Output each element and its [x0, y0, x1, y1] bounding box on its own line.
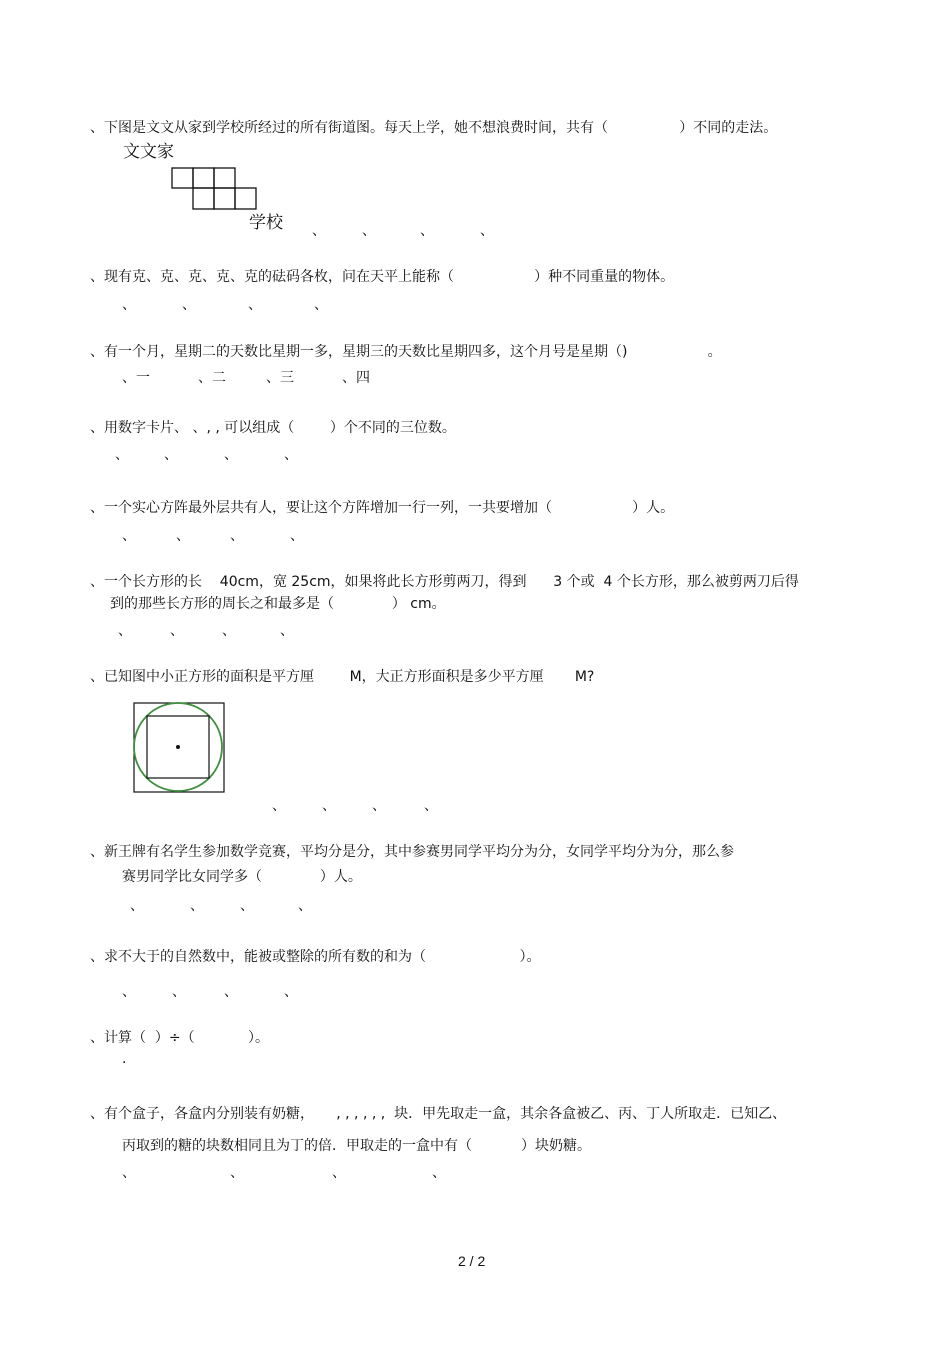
question-8-option-c: 、: [240, 898, 254, 914]
question-7-option-b: 、: [322, 798, 336, 814]
question-4-text: 、用数字卡片、 、, , 可以组成（ ）个不同的三位数。: [90, 420, 456, 436]
question-9-option-c: 、: [224, 984, 238, 1000]
question-5-text: 、一个实心方阵最外层共有人，要让这个方阵增加一行一列，一共要增加（ ）人。: [90, 500, 675, 516]
question-5-option-b: 、: [176, 528, 190, 544]
question-11-line-2: 丙取到的糖的块数相同且为丁的倍．甲取走的一盒中有（ ）块奶糖。: [122, 1138, 591, 1154]
question-10-dot: .: [122, 1051, 127, 1067]
question-3-option-b: 、二: [198, 370, 226, 386]
question-11-option-b: 、: [230, 1165, 244, 1181]
question-8-option-b: 、: [190, 898, 204, 914]
question-2-option-d: 、: [314, 297, 328, 313]
question-4-option-b: 、: [164, 447, 178, 463]
question-8-line-2: 赛男同学比女同学多（ ）人。: [122, 869, 362, 885]
question-5-option-a: 、: [122, 528, 136, 544]
question-3-option-d: 、四: [342, 370, 370, 386]
question-4-option-a: 、: [115, 447, 129, 463]
question-1-option-b: 、: [362, 223, 376, 239]
question-1-option-d: 、: [480, 223, 494, 239]
page-number: 2 / 2: [458, 1253, 486, 1269]
question-11-option-d: 、: [432, 1165, 446, 1181]
question-7-option-a: 、: [272, 798, 286, 814]
question-8-option-a: 、: [130, 898, 144, 914]
question-6-line-1: 、一个长方形的长 40cm，宽 25cm，如果将此长方形剪两刀，得到 3 个或 4 个长方形，那么被剪两刀后得: [90, 574, 799, 590]
question-3-option-c: 、三: [266, 370, 294, 386]
question-10-text: 、计算（ ）÷（ ）。: [90, 1030, 270, 1046]
question-11-option-c: 、: [332, 1165, 346, 1181]
question-2-option-c: 、: [248, 297, 262, 313]
question-2-option-a: 、: [122, 297, 136, 313]
question-11-option-a: 、: [122, 1165, 136, 1181]
question-2-text: 、现有克、克、克、克、克的砝码各枚，问在天平上能称（ ）种不同重量的物体。: [90, 269, 675, 285]
question-6-option-c: 、: [222, 623, 236, 639]
question-6-option-b: 、: [170, 623, 184, 639]
question-5-option-d: 、: [290, 528, 304, 544]
question-1-text: 、下图是文文从家到学校所经过的所有街道图。每天上学，她不想浪费时间，共有（ ）不同的走法。: [90, 120, 778, 136]
question-1-option-c: 、: [420, 223, 434, 239]
school-label: 学校: [249, 213, 283, 233]
question-7-text: 、已知图中小正方形的面积是平方厘 M，大正方形面积是多少平方厘 M?: [90, 669, 595, 685]
question-2-option-b: 、: [182, 297, 196, 313]
question-1-option-a: 、: [312, 223, 326, 239]
question-11-line-1: 、有个盒子，各盒内分别装有奶糖， , , , , , , 块．甲先取走一盒，其余各盒被乙、丙、丁人所取走．已知乙、: [90, 1106, 787, 1122]
question-8-option-d: 、: [298, 898, 312, 914]
question-9-option-a: 、: [122, 984, 136, 1000]
question-9-option-b: 、: [172, 984, 186, 1000]
question-4-option-c: 、: [224, 447, 238, 463]
question-8-line-1: 、新王牌有名学生参加数学竞赛，平均分是分，其中参赛男同学平均分为分，女同学平均分为分，那么参: [90, 844, 734, 860]
question-7-option-d: 、: [424, 798, 438, 814]
question-6-option-d: 、: [280, 623, 294, 639]
question-7-option-c: 、: [372, 798, 386, 814]
question-5-option-c: 、: [230, 528, 244, 544]
square-circle-diagram: [0, 0, 1, 1]
question-6-line-2: 到的那些长方形的周长之和最多是（ ） cm。: [110, 596, 446, 612]
question-4-option-d: 、: [284, 447, 298, 463]
question-3-text: 、有一个月，星期二的天数比星期一多，星期三的天数比星期四多，这个月号是星期（) 。: [90, 344, 722, 360]
question-9-option-d: 、: [284, 984, 298, 1000]
question-3-option-a: 、一: [122, 370, 150, 386]
question-9-text: 、求不大于的自然数中，能被或整除的所有数的和为（ ）。: [90, 949, 541, 965]
home-label: 文文家: [123, 142, 174, 162]
question-6-option-a: 、: [118, 623, 132, 639]
